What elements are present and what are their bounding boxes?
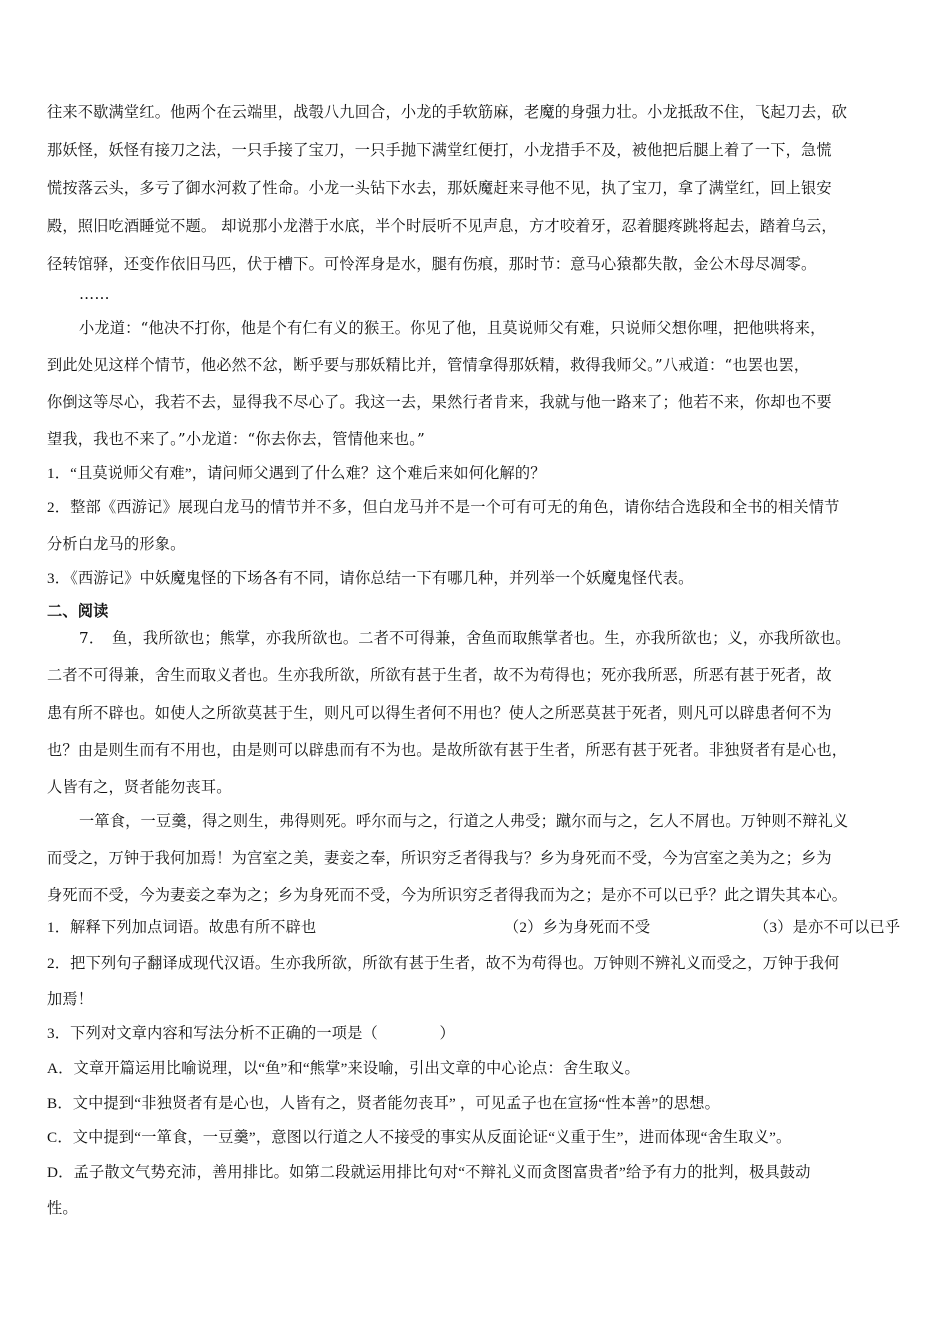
dialogue-line: 望我，我也不来了。”小龙道：“你去你去，管情他来也。” bbox=[47, 430, 425, 448]
classical-line: 二者不可得兼，舍生而取义者也。生亦我所欲，所欲有甚于生者，故不为苟得也；死亦我所恶，所恶有甚于死者，故 bbox=[47, 666, 832, 684]
dialogue-line: 你倒这等尽心，我若不去，显得我不尽心了。我这一去，果然行者肯来，我就与他一路来了；他若不来，你却也不要 bbox=[47, 393, 832, 411]
option-d-continued: 性。 bbox=[47, 1200, 78, 1217]
question-2: 2．整部《西游记》展现白龙马的情节并不多，但白龙马并不是一个可有可无的角色，请你结合选段和全书的相关情节 bbox=[47, 499, 840, 516]
classical-line: 人皆有之，贤者能勿丧耳。 bbox=[47, 778, 232, 796]
dialogue-line: 到此处见这样个情节，他必然不忿，断乎要与那妖精比并，管情拿得那妖精，救得我师父。”八戒道：“也罢也罢， bbox=[47, 356, 810, 374]
question-1-row bbox=[47, 918, 905, 938]
dialogue-line: 小龙道：“他决不打你，他是个有仁有义的猴王。你见了他，且莫说师父有难，只说师父想你哩，把他哄将来， bbox=[79, 319, 826, 337]
excerpt-line: 慌按落云头，多亏了御水河救了性命。小龙一头钻下水去，那妖魔赶来寻他不见，执了宝刀，拿了满堂红，回上银安 bbox=[47, 179, 832, 197]
option-d: D．孟子散文气势充沛，善用排比。如第二段就运用排比句对“不辩礼义而贪图富贵者”给予有力的批判，极具鼓动 bbox=[47, 1164, 811, 1181]
excerpt-line: 那妖怪，妖怪有接刀之法，一只手接了宝刀，一只手抛下满堂红便打，小龙措手不及，被他把后腿上着了一下，急慌 bbox=[47, 141, 832, 159]
classical-line: 身死而不受，今为妻妾之奉为之；乡为身死而不受，今为所识穷乏者得我而为之；是亦不可以已乎？此之谓失其本心。 bbox=[47, 886, 848, 904]
question-1: 1．“且莫说师父有难”，请问师父遇到了什么难？这个难后来如何化解的？ bbox=[47, 465, 546, 482]
classical-line: 患有所不辟也。如使人之所欲莫甚于生，则凡可以得生者何不用也？使人之所恶莫甚于死者，则凡可以辟患者何不为 bbox=[47, 704, 832, 722]
question-2-continued: 加焉！ bbox=[47, 991, 94, 1008]
excerpt-line: 殿，照旧吃酒睡觉不题。 却说那小龙潜于水底，半个时辰听不见声息，方才咬着牙，忍着腿疼跳将起去，踏着乌云， bbox=[47, 217, 837, 235]
question-2-continued: 分析白龙马的形象。 bbox=[47, 536, 186, 553]
section-heading: 二、阅读 bbox=[47, 603, 109, 620]
classical-line: 也？由是则生而有不用也，由是则可以辟患而有不为也。是故所欲有甚于生者，所恶有甚于死者。非独贤者有是心也， bbox=[47, 741, 848, 759]
option-a: A．文章开篇运用比喻说理，以“鱼”和“熊掌”来设喻，引出文章的中心论点：舍生取义。 bbox=[47, 1060, 640, 1077]
option-c: C．文中提到“一箪食，一豆羹”，意图以行道之人不接受的事实从反面论证“义重于生”，进而体现“舍生取义”。 bbox=[47, 1129, 792, 1146]
question-2: 2．把下列句子翻译成现代汉语。生亦我所欲，所欲有甚于生者，故不为苟得也。万钟则不辨礼义而受之，万钟于我何 bbox=[47, 955, 840, 972]
excerpt-line: 往来不歇满堂红。他两个在云端里，战彀八九回合，小龙的手软筋麻，老魔的身强力壮。小龙抵敌不住，飞起刀去，砍 bbox=[47, 103, 848, 121]
classical-line: 7． 鱼，我所欲也；熊掌，亦我所欲也。二者不可得兼，舍鱼而取熊掌者也。生，亦我所欲也；义，亦我所欲也。 bbox=[79, 629, 851, 647]
question-3: 3．《西游记》中妖魔鬼怪的下场各有不同，请你总结一下有哪几种，并列举一个妖魔鬼怪代表。 bbox=[47, 570, 694, 587]
classical-line: 而受之，万钟于我何加焉！为宫室之美，妻妾之奉，所识穷乏者得我与？乡为身死而不受，今为宫室之美为之；乡为 bbox=[47, 849, 832, 867]
question-1-part-3: （3）是亦不可以已乎 bbox=[754, 919, 901, 936]
excerpt-line: 径转馆驿，还变作依旧马匹，伏于槽下。可怜浑身是水，腿有伤痕，那时节：意马心猿都失散，金公木母尽凋零。 bbox=[47, 255, 817, 273]
excerpt-ellipsis: …… bbox=[79, 285, 110, 303]
question-1-part-1: 1．解释下列加点词语。故患有所不辟也 bbox=[47, 919, 317, 936]
question-3: 3．下列对文章内容和写法分析不正确的一项是（ ） bbox=[47, 1025, 455, 1042]
question-1-part-2: （2）乡为身死而不受 bbox=[504, 919, 651, 936]
classical-line: 一箪食，一豆羹，得之则生，弗得则死。呼尔而与之，行道之人弗受；蹴尔而与之，乞人不屑也。万钟则不辩礼义 bbox=[79, 812, 849, 830]
option-b: B．文中提到“非独贤者有是心也，人皆有之，贤者能勿丧耳” ，可见孟子也在宣扬“性本善”的思想。 bbox=[47, 1095, 720, 1112]
